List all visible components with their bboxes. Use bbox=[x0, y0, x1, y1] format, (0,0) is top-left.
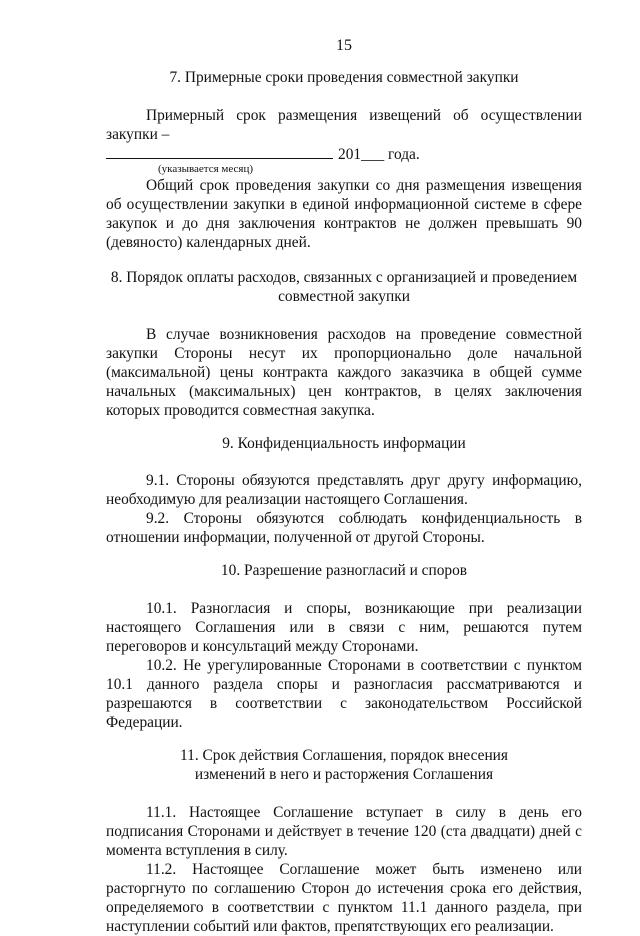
section-8-heading-line-2: совместной закупки bbox=[278, 288, 410, 305]
section-11 bbox=[106, 746, 582, 936]
section-11-heading-line-2: изменений в него и расторжения Соглашения bbox=[194, 766, 494, 783]
section-9 bbox=[106, 434, 582, 548]
section-11-heading-line-1: 11. Срок действия Соглашения, порядок внесения bbox=[180, 746, 508, 764]
section-10-paragraph-1: 10.1. Разногласия и споры, возникающие при реализации настоящего Соглашения или в связи с ним, решаются путем переговоров и консультаций между Сторонами. bbox=[106, 599, 582, 655]
section-10-paragraph-2: 10.2. Не урегулированные Сторонами в соответствии с пунктом 10.1 данного раздела споры и разногласия рассматриваются и разрешаются в соответствии с законодательством Российской Федерации. bbox=[106, 656, 582, 731]
section-7-paragraph-2: Общий срок проведения закупки со дня размещения извещения об осуществлении закупки в единой информационной системе в сфере закупок и до дня заключения контрактов не должен превышать 90 (девяносто) календарных дней. bbox=[106, 176, 582, 251]
section-7-heading: 7. Примерные сроки проведения совместной закупки bbox=[169, 69, 519, 86]
month-blank-line bbox=[106, 144, 333, 159]
section-9-heading: 9. Конфиденциальность информации bbox=[222, 434, 466, 452]
section-7-paragraph-1-line-1: Примерный срок размещения извещений об осуществлении закупки – bbox=[106, 106, 582, 143]
month-caption: (указывается месяц) bbox=[158, 162, 254, 175]
section-10 bbox=[106, 561, 582, 732]
section-9-paragraph-1: 9.1. Стороны обязуются представлять друг другу информацию, необходимую для реализации настоящего Соглашения. bbox=[106, 472, 582, 508]
section-10-heading: 10. Разрешение разногласий и споров bbox=[220, 562, 468, 579]
section-7 bbox=[106, 68, 582, 252]
section-8 bbox=[106, 268, 582, 420]
section-8-paragraph-1: В случае возникновения расходов на проведение совместной закупки Стороны несут их пропорционально доле начальной (максимальной) цены контракта каждого заказчика в общей сумме начальных (максимальных) цен контрактов, в целях заключения которых проводится совместная закупка. bbox=[106, 325, 582, 419]
section-9-paragraph-2: 9.2. Стороны обязуются соблюдать конфиденциальность в отношении информации, полученной от другой Стороны. bbox=[106, 510, 582, 546]
year-suffix: 201___ года. bbox=[338, 145, 420, 163]
section-7-paragraph-1-line-2 bbox=[106, 144, 582, 164]
section-8-heading-line-1: 8. Порядок оплаты расходов, связанных с организацией и проведением bbox=[110, 268, 578, 286]
section-11-paragraph-1: 11.1. Настоящее Соглашение вступает в силу в день его подписания Сторонами и действует в течение 120 (ста двадцати) дней с момента вступления в силу. bbox=[106, 803, 582, 859]
page-number: 15 bbox=[336, 37, 352, 54]
section-11-paragraph-2: 11.2. Настоящее Соглашение может быть изменено или расторгнуто по соглашению Сторон до истечения срока его действия, определяемого в соответствии с пунктом 11.1 данного раздела, при наступлении событий или фактов, препятствующих его реализации. bbox=[106, 860, 582, 935]
